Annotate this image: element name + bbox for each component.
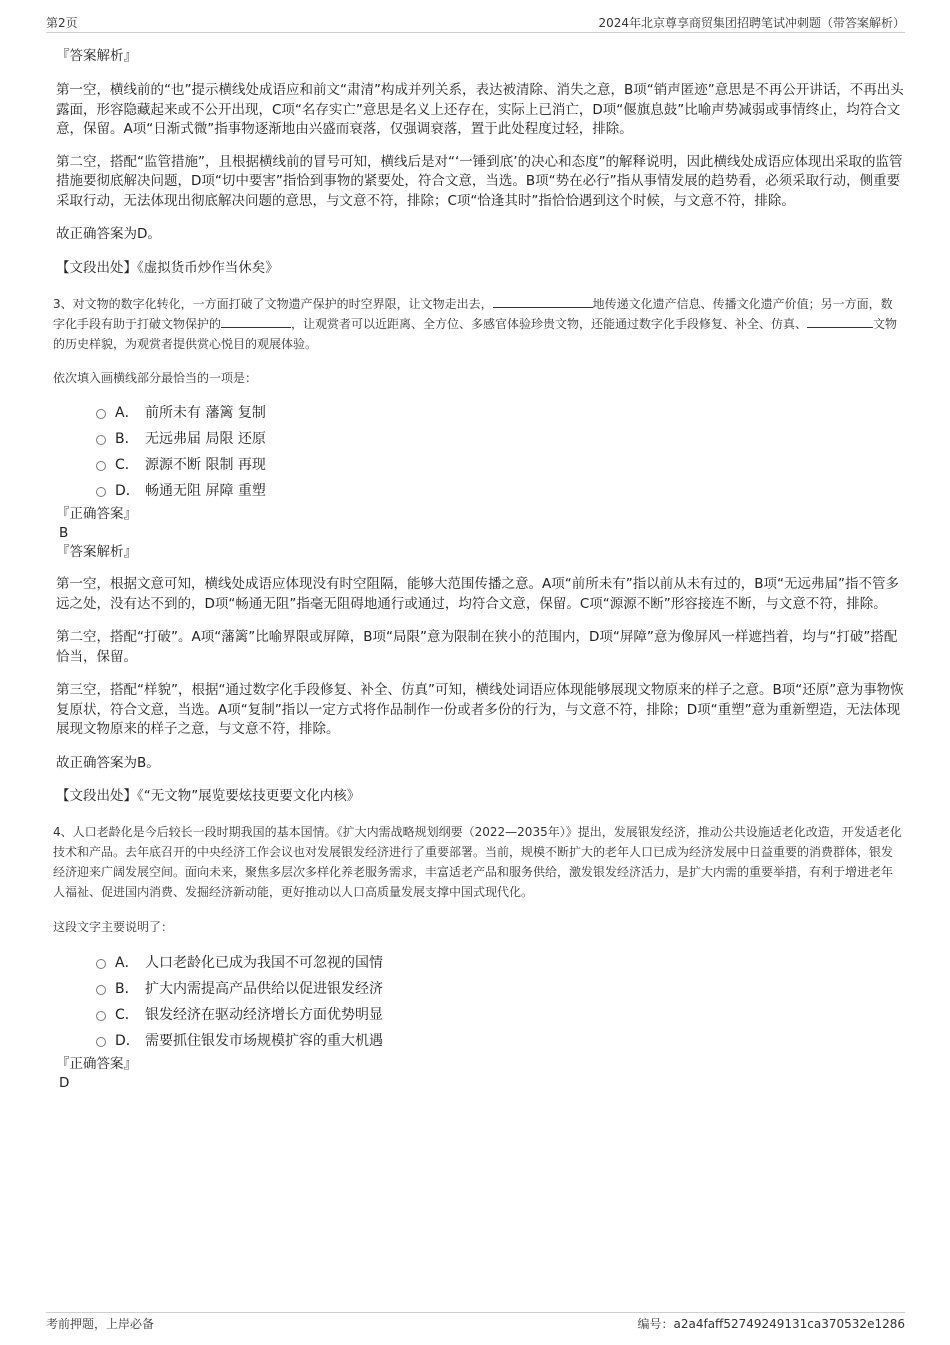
options-list [56, 950, 904, 1054]
footer-slogan: 考前押题，上岸必备 [46, 1317, 155, 1331]
option-b[interactable]: B． 无远弗届 局限 还原 [56, 426, 904, 452]
analysis-paragraph: 第一空，横线前的“也”提示横线处成语应和前文“肃清”构成并列关系，表达被清除、消失之意，B项“销声匿迹”意思是不再公开讲话，不再出头露面，形容隐藏起来或不公开出现，C项“名存实亡”意思是名义上还存在，实际上已消亡，D项“偃旗息鼓”比喻声势减弱或事情终止，均符合文意，保留。A项“日渐式微”指事物逐渐地由兴盛而衰落，仅强调衰落，置于此处程度过轻，排除。 [56, 82, 904, 137]
radio-icon[interactable] [96, 959, 106, 969]
radio-icon[interactable] [96, 461, 106, 471]
page-content [53, 44, 904, 1093]
page-header [46, 12, 905, 33]
analysis-paragraph: 第一空，根据文意可知，横线处成语应体现没有时空阻隔，能够大范围传播之意。A项“前所未有”指以前从未有过的，B项“无远弗届”指不管多远之处，没有达不到的，D项“畅通无阻”指毫无阻碍地通行或通过，均符合文意，保留。C项“源源不断”形容接连不断，与文意不符，排除。 [56, 576, 899, 612]
correct-answer: D [59, 1074, 70, 1091]
option-d[interactable]: D． 需要抓住银发市场规模扩容的重大机遇 [56, 1028, 904, 1054]
radio-icon[interactable] [96, 1037, 106, 1047]
fill-blank [221, 315, 291, 328]
radio-icon[interactable] [96, 409, 106, 419]
correct-answer-label: 『正确答案』 [56, 1055, 137, 1072]
analysis-paragraph: 第三空，搭配“样貌”，根据“通过数字化手段修复、补全、仿真”可知，横线处词语应体现能够展现文物原来的样子之意。B项“还原”意为事物恢复原状，符合文意，当选。A项“复制”指以一定方式将作品制作一份或者多份的行为，与文意不符，排除；D项“重塑”意为重新塑造，无法体现展现文物原来的样子之意，与文意不符，排除。 [56, 682, 904, 737]
option-b[interactable]: B． 扩大内需提高产品供给以促进银发经济 [56, 976, 904, 1002]
correct-answer-label: 『正确答案』 [56, 506, 137, 522]
option-c[interactable]: C． 源源不断 限制 再现 [56, 452, 904, 478]
radio-icon[interactable] [96, 435, 106, 445]
analysis-label: 『答案解析』 [56, 48, 137, 64]
options-list [56, 400, 904, 504]
conclusion: 故正确答案为D。 [56, 226, 161, 242]
option-d[interactable]: D． 畅通无阻 屏障 重塑 [56, 478, 904, 504]
correct-answer: B [59, 525, 69, 541]
question-stem: 3、对文物的数字化转化，一方面打破了文物遗产保护的时空界限，让文物走出去， 地传递文化遗产信息、传播文化遗产价值；另一方面，数字化手段有助于打破文物保护的 ，让观赏者可以近距离、全方位、多感官体验珍贵文物，还能通过数字化手段修复、补全、仿真、 文物的历史样貌，为观赏者提供赏心悦目的观展体验。 [53, 297, 898, 351]
fill-blank [807, 315, 873, 328]
page-footer [46, 1312, 905, 1333]
analysis-label: 『答案解析』 [56, 544, 137, 560]
question-prompt: 这段文字主要说明了： [53, 919, 174, 934]
source-citation: 【文段出处】《虚拟货币炒作当休矣》 [56, 259, 279, 276]
option-a[interactable]: A． 前所未有 藩篱 复制 [56, 400, 904, 426]
radio-icon[interactable] [96, 1011, 106, 1021]
radio-icon[interactable] [96, 487, 106, 497]
page-number: 第2页 [46, 16, 78, 30]
option-a[interactable]: A． 人口老龄化已成为我国不可忽视的国情 [56, 950, 904, 976]
conclusion: 故正确答案为B。 [56, 754, 160, 771]
analysis-paragraph: 第二空，搭配“监管措施”，且根据横线前的冒号可知，横线后是对“‘一锤到底’的决心和态度”的解释说明，因此横线处成语应体现出采取的监管措施要彻底解决问题，D项“切中要害”指恰到事物的紧要处，符合文意，当选。B项“势在必行”指从事情发展的趋势看，必须采取行动，侧重要采取行动，无法体现出彻底解决问题的意思，与文意不符，排除；C项“恰逢其时”指恰恰遇到这个时候，与文意不符，排除。 [56, 153, 903, 209]
source-citation: 【文段出处】《“无文物”展览要炫技更要文化内核》 [56, 788, 361, 804]
analysis-paragraph: 第二空，搭配“打破”。A项“藩篱”比喻界限或屏障，B项“局限”意为限制在狭小的范围内，D项“屏障”意为像屏风一样遮挡着，均与“打破”搭配恰当，保留。 [56, 629, 898, 665]
question-stem: 4、人口老龄化是今后较长一段时期我国的基本国情。《扩大内需战略规划纲要（2022—2035年）》提出，发展银发经济，推动公共设施适老化改造，开发适老化技术和产品。去年底召开的中央经济工作会议也对发展银发经济进行了重要部署。当前，规模不断扩大的老年人口已成为经济发展中日益重要的消费群体，银发经济迎来广阔发展空间。面向未来，聚焦多层次多样化养老服务需求，丰富适老产品和服务供给，激发银发经济活力，是扩大内需的重要举措，有利于增进老年人福祉、促进国内消费、发掘经济新动能，更好推动以人口高质量发展支撑中国式现代化。 [53, 824, 902, 899]
radio-icon[interactable] [96, 985, 106, 995]
question-prompt: 依次填入画横线部分最恰当的一项是： [53, 371, 258, 385]
fill-blank [493, 295, 593, 308]
option-c[interactable]: C． 银发经济在驱动经济增长方面优势明显 [56, 1002, 904, 1028]
document-title: 2024年北京尊享商贸集团招聘笔试冲刺题（带答案解析） [598, 16, 905, 30]
document-code: 编号：a2a4faff52749249131ca370532e1286 [637, 1317, 905, 1331]
